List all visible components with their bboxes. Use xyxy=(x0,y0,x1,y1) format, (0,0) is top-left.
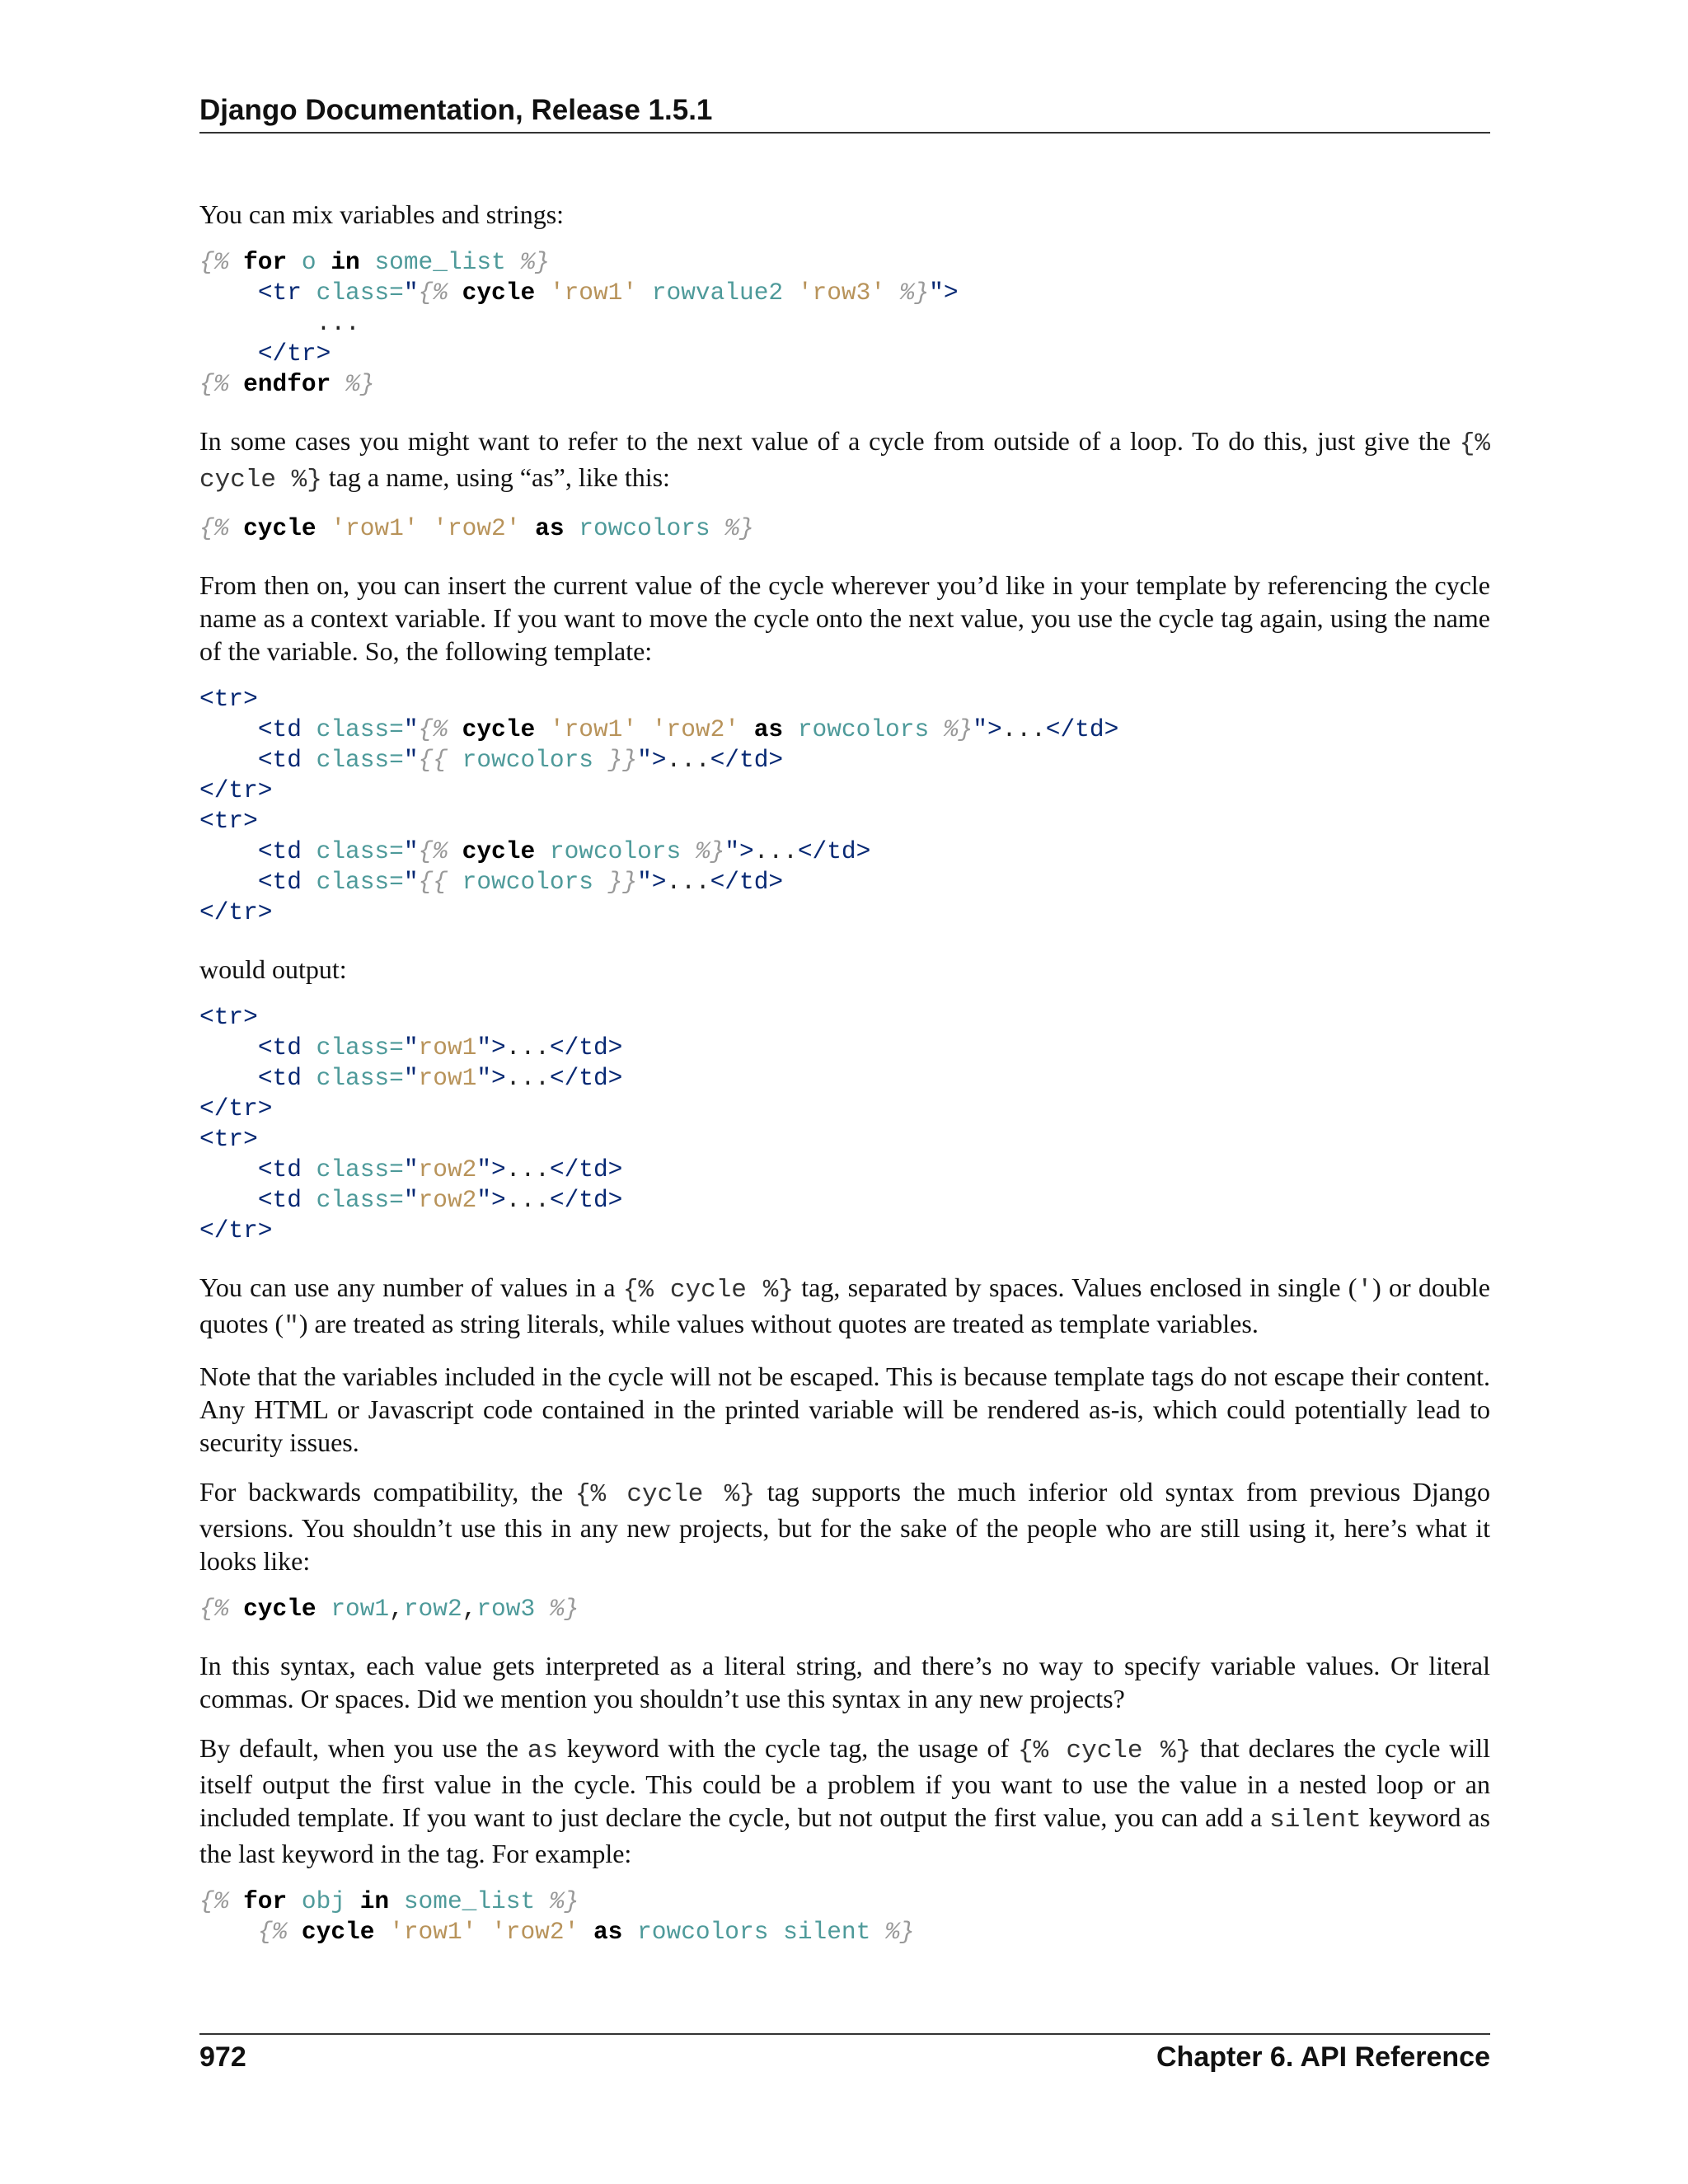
code-token: {% xyxy=(418,715,462,743)
code-token: ... xyxy=(505,1186,550,1214)
code-token: 'row2' xyxy=(651,715,740,743)
code-token: "> xyxy=(476,1033,506,1062)
code-token: </td> xyxy=(710,746,784,774)
code-token: %} xyxy=(899,279,930,307)
inline-code: as xyxy=(527,1736,558,1765)
code-token: </td> xyxy=(549,1155,623,1183)
text: tag supports the much inferior old syntax from previous Django versions. You shouldn’t use this in any new projects, but for the sake of the people who are still using it, here’s what it looks like: xyxy=(199,1477,1491,1576)
code-token xyxy=(885,279,900,307)
code-token xyxy=(476,1918,491,1946)
code-token: row2 xyxy=(403,1595,462,1623)
code-token xyxy=(302,1033,316,1062)
code-token: rowcolors xyxy=(462,868,593,896)
code-block-cycle-as xyxy=(199,513,1490,544)
code-line xyxy=(199,1918,914,1946)
code-line xyxy=(199,1064,622,1092)
code-token: <tr> xyxy=(199,807,258,835)
paragraph-backwards-compat xyxy=(199,1475,1490,1577)
code-token xyxy=(739,715,754,743)
code-token: 'row1' xyxy=(549,279,638,307)
code-token: </td> xyxy=(710,868,784,896)
code-token: row3 xyxy=(476,1595,536,1623)
code-token: %} xyxy=(710,514,754,542)
code-token: 'row1' xyxy=(331,514,419,542)
text: ) or double quotes ( xyxy=(199,1272,1491,1338)
code-token: some_list xyxy=(403,1887,536,1915)
code-token xyxy=(579,1918,593,1946)
code-token: {% xyxy=(418,279,462,307)
code-token xyxy=(199,279,258,307)
text: that declares the cycle will itself output the first value in the cycle. This could be a problem if you want to use the value in a nested loop or an included template. If you want to just declare the cycle, but not output the first value, you can add a xyxy=(199,1733,1491,1832)
code-token: " xyxy=(403,1155,419,1183)
code-token: "> xyxy=(973,715,1002,743)
code-token xyxy=(199,1064,258,1092)
code-token: as xyxy=(535,514,565,542)
code-token xyxy=(520,514,535,542)
code-token: rowcolors xyxy=(549,837,682,865)
code-token: row1 xyxy=(331,1595,390,1623)
code-token: row1 xyxy=(418,1033,477,1062)
code-line xyxy=(199,1003,258,1031)
code-token: class= xyxy=(316,1033,404,1062)
code-token xyxy=(302,1155,316,1183)
text: You can use any number of values in a xyxy=(199,1272,623,1302)
code-line xyxy=(199,514,754,542)
code-token: cycle xyxy=(462,837,536,865)
code-token: </td> xyxy=(1045,715,1119,743)
code-line xyxy=(199,309,360,337)
code-token: row2 xyxy=(418,1186,477,1214)
paragraph-context-variable: From then on, you can insert the current value of the cycle wherever you’d like in your template by referencing the cycle name as a context variable. If you want to move the cycle onto the next value, you use the cycle tag again, using the name of the variable. So, the following template: xyxy=(199,570,1490,666)
text: keyword as the last keyword in the tag. For example: xyxy=(199,1802,1491,1868)
code-token: class= xyxy=(316,279,404,307)
code-line xyxy=(199,1595,579,1623)
page-header xyxy=(199,92,1490,134)
code-token xyxy=(302,746,316,774)
code-token xyxy=(637,279,652,307)
code-token xyxy=(389,1887,404,1915)
code-token: row2 xyxy=(418,1155,477,1183)
code-token xyxy=(535,279,550,307)
code-token: " xyxy=(403,837,419,865)
code-token: "> xyxy=(476,1155,506,1183)
chapter-title: Chapter 6. API Reference xyxy=(1156,2041,1490,2073)
code-token: {% xyxy=(199,1595,244,1623)
code-token: obj xyxy=(301,1887,346,1915)
code-token: <td xyxy=(257,1033,302,1062)
paragraph-old-syntax-note: In this syntax, each value gets interpreted as a literal string, and there’s no way to specify variable values. Or literal commas. Or spaces. Did we mention you shouldn’t use this syntax in any new projects? xyxy=(199,1651,1490,1713)
code-token: rowcolors xyxy=(637,1918,769,1946)
code-token: <td xyxy=(257,1186,302,1214)
code-token xyxy=(199,1918,258,1946)
code-token xyxy=(535,837,550,865)
code-token xyxy=(345,1887,360,1915)
code-token: "> xyxy=(637,868,667,896)
code-token: " xyxy=(403,1064,419,1092)
code-token: ... xyxy=(753,837,798,865)
code-token: <td xyxy=(257,868,302,896)
inline-code: {% cycle %} xyxy=(199,429,1490,494)
code-token xyxy=(302,279,316,307)
paragraph-escaping-note: Note that the variables included in the cycle will not be escaped. This is because template tags do not escape their content. Any HTML or Javascript code contained in the printed variable will be rendered as-is, which could potentially lead to security issues. xyxy=(199,1361,1490,1457)
inline-code: " xyxy=(284,1312,299,1341)
code-token: , xyxy=(462,1595,477,1623)
code-token: endfor xyxy=(243,370,331,398)
code-token: </tr> xyxy=(199,898,273,926)
code-token: %} xyxy=(535,1595,579,1623)
code-token: cycle xyxy=(462,279,536,307)
code-token: " xyxy=(403,715,419,743)
code-token: </tr> xyxy=(257,340,331,368)
code-token: row1 xyxy=(418,1064,477,1092)
code-token xyxy=(199,837,258,865)
code-token: </tr> xyxy=(199,1216,273,1244)
code-token xyxy=(374,1918,389,1946)
code-token: " xyxy=(403,1186,419,1214)
code-token: {% xyxy=(199,514,244,542)
code-token: ... xyxy=(199,309,360,337)
text: In some cases you might want to refer to the next value of a cycle from outside of a loop. To do this, just give the xyxy=(199,426,1460,456)
code-token xyxy=(302,715,316,743)
code-token: %} xyxy=(331,370,375,398)
code-token: ... xyxy=(1001,715,1046,743)
code-token: 'row1' xyxy=(389,1918,477,1946)
code-line xyxy=(199,248,550,276)
code-line xyxy=(199,340,331,368)
code-token: {% xyxy=(199,370,244,398)
code-token: "> xyxy=(929,279,959,307)
code-token: </td> xyxy=(549,1186,623,1214)
code-token: class= xyxy=(316,1155,404,1183)
code-token: %} xyxy=(870,1918,915,1946)
code-token: %} xyxy=(681,837,725,865)
code-token xyxy=(287,1887,302,1915)
code-token: <td xyxy=(257,1155,302,1183)
code-token: "> xyxy=(637,746,667,774)
code-token: "> xyxy=(724,837,754,865)
code-line xyxy=(199,370,374,398)
code-token: o xyxy=(301,248,316,276)
text: tag a name, using “as”, like this: xyxy=(321,462,670,492)
paragraph-would-output: would output: xyxy=(199,954,347,984)
code-token xyxy=(768,1918,783,1946)
text: ) are treated as string literals, while values without quotes are treated as template variables. xyxy=(298,1309,1259,1338)
code-token xyxy=(622,1918,637,1946)
code-token: {% xyxy=(257,1918,302,1946)
code-line xyxy=(199,715,1118,743)
code-token: class= xyxy=(316,715,404,743)
code-token: %} xyxy=(535,1887,579,1915)
code-token xyxy=(199,715,258,743)
code-token: </td> xyxy=(797,837,871,865)
page-footer xyxy=(199,2033,1490,2074)
code-token xyxy=(199,746,258,774)
code-token: "> xyxy=(476,1186,506,1214)
code-token: class= xyxy=(316,837,404,865)
code-token: rowvalue2 xyxy=(651,279,784,307)
code-token: <tr> xyxy=(199,1003,258,1031)
code-token xyxy=(419,514,434,542)
code-token: cycle xyxy=(243,514,316,542)
code-token: %} xyxy=(505,248,550,276)
code-block-output xyxy=(199,1002,1490,1246)
header-title: Django Documentation, Release 1.5.1 xyxy=(199,94,713,126)
code-token xyxy=(360,248,375,276)
code-token: }} xyxy=(593,868,638,896)
code-token: <td xyxy=(257,1064,302,1092)
code-token xyxy=(565,514,579,542)
text: keyword with the cycle tag, the usage of xyxy=(558,1733,1018,1763)
paragraph-intro: You can mix variables and strings: xyxy=(199,199,565,229)
inline-code: {% cycle %} xyxy=(574,1480,755,1509)
code-token xyxy=(287,248,302,276)
inline-code: {% cycle %} xyxy=(622,1276,794,1305)
code-token: {% xyxy=(199,1887,244,1915)
paragraph-values xyxy=(199,1271,1490,1343)
code-token: "> xyxy=(476,1064,506,1092)
code-token: class= xyxy=(316,1186,404,1214)
code-token: {% xyxy=(199,248,244,276)
code-token: <tr xyxy=(257,279,302,307)
code-line xyxy=(199,279,959,307)
paragraph-cycle-name xyxy=(199,424,1490,497)
code-token: rowcolors xyxy=(462,746,593,774)
code-token: %} xyxy=(929,715,973,743)
code-token: {% xyxy=(418,837,462,865)
code-token: 'row3' xyxy=(797,279,886,307)
code-token xyxy=(637,715,652,743)
page-content xyxy=(199,198,1490,1972)
code-line xyxy=(199,898,273,926)
code-line xyxy=(199,1094,273,1122)
code-token: <tr> xyxy=(199,1125,258,1153)
code-token: " xyxy=(403,868,419,896)
code-token: class= xyxy=(316,1064,404,1092)
code-block-old-syntax xyxy=(199,1594,1490,1624)
code-token xyxy=(302,1064,316,1092)
code-token xyxy=(199,1186,258,1214)
code-line xyxy=(199,868,783,896)
code-token: as xyxy=(753,715,784,743)
code-token: 'row2' xyxy=(433,514,521,542)
code-token: cycle xyxy=(462,715,536,743)
inline-code: silent xyxy=(1269,1806,1362,1835)
code-token xyxy=(199,340,258,368)
code-token: {{ xyxy=(418,868,462,896)
code-token: , xyxy=(389,1595,404,1623)
code-token: silent xyxy=(783,1918,871,1946)
code-token xyxy=(316,1595,331,1623)
code-token: class= xyxy=(316,746,404,774)
code-block-mix xyxy=(199,247,1490,400)
code-line xyxy=(199,1186,622,1214)
code-token: some_list xyxy=(374,248,506,276)
code-line xyxy=(199,746,783,774)
code-token xyxy=(316,248,331,276)
code-token: " xyxy=(403,746,419,774)
code-line xyxy=(199,1216,273,1244)
code-token xyxy=(199,1033,258,1062)
code-token: " xyxy=(403,279,419,307)
code-token: </tr> xyxy=(199,1094,273,1122)
code-token: " xyxy=(403,1033,419,1062)
code-token: {{ xyxy=(418,746,462,774)
code-token xyxy=(535,715,550,743)
code-token: <td xyxy=(257,837,302,865)
code-token xyxy=(302,1186,316,1214)
code-block-silent xyxy=(199,1886,1490,1947)
code-token: <tr> xyxy=(199,685,258,713)
code-token: in xyxy=(331,248,360,276)
inline-code: {% cycle %} xyxy=(1017,1736,1192,1765)
code-token: 'row2' xyxy=(491,1918,579,1946)
code-token: 'row1' xyxy=(549,715,638,743)
code-token xyxy=(199,1155,258,1183)
code-token: ... xyxy=(666,746,710,774)
code-token: </td> xyxy=(549,1033,623,1062)
code-token: rowcolors xyxy=(579,514,710,542)
code-block-template xyxy=(199,684,1490,928)
code-token xyxy=(199,868,258,896)
code-token: </tr> xyxy=(199,776,273,804)
text: For backwards compatibility, the xyxy=(199,1477,575,1507)
paragraph-silent xyxy=(199,1732,1490,1870)
code-token xyxy=(302,837,316,865)
code-line xyxy=(199,1155,622,1183)
code-token: ... xyxy=(666,868,710,896)
code-token: for xyxy=(243,1887,288,1915)
code-token xyxy=(316,514,331,542)
code-token: cycle xyxy=(301,1918,375,1946)
code-line xyxy=(199,776,273,804)
code-line xyxy=(199,837,870,865)
code-token: ... xyxy=(505,1033,550,1062)
text: By default, when you use the xyxy=(199,1733,528,1763)
code-token xyxy=(783,715,798,743)
page-number: 972 xyxy=(199,2041,246,2073)
code-token: in xyxy=(359,1887,390,1915)
text: tag, separated by spaces. Values enclosed in single ( xyxy=(793,1272,1357,1302)
code-token xyxy=(302,868,316,896)
code-token: for xyxy=(243,248,288,276)
inline-code: ' xyxy=(1357,1276,1373,1305)
code-token: }} xyxy=(593,746,638,774)
code-line xyxy=(199,807,258,835)
code-line xyxy=(199,1887,579,1915)
code-line xyxy=(199,1033,622,1062)
code-token: rowcolors xyxy=(797,715,930,743)
code-token: <td xyxy=(257,746,302,774)
code-token: ... xyxy=(505,1064,550,1092)
code-token: </td> xyxy=(549,1064,623,1092)
code-token: class= xyxy=(316,868,404,896)
code-token: as xyxy=(593,1918,623,1946)
code-token xyxy=(783,279,798,307)
code-token: ... xyxy=(505,1155,550,1183)
code-token: <td xyxy=(257,715,302,743)
code-line xyxy=(199,685,258,713)
code-token: cycle xyxy=(243,1595,316,1623)
code-line xyxy=(199,1125,258,1153)
